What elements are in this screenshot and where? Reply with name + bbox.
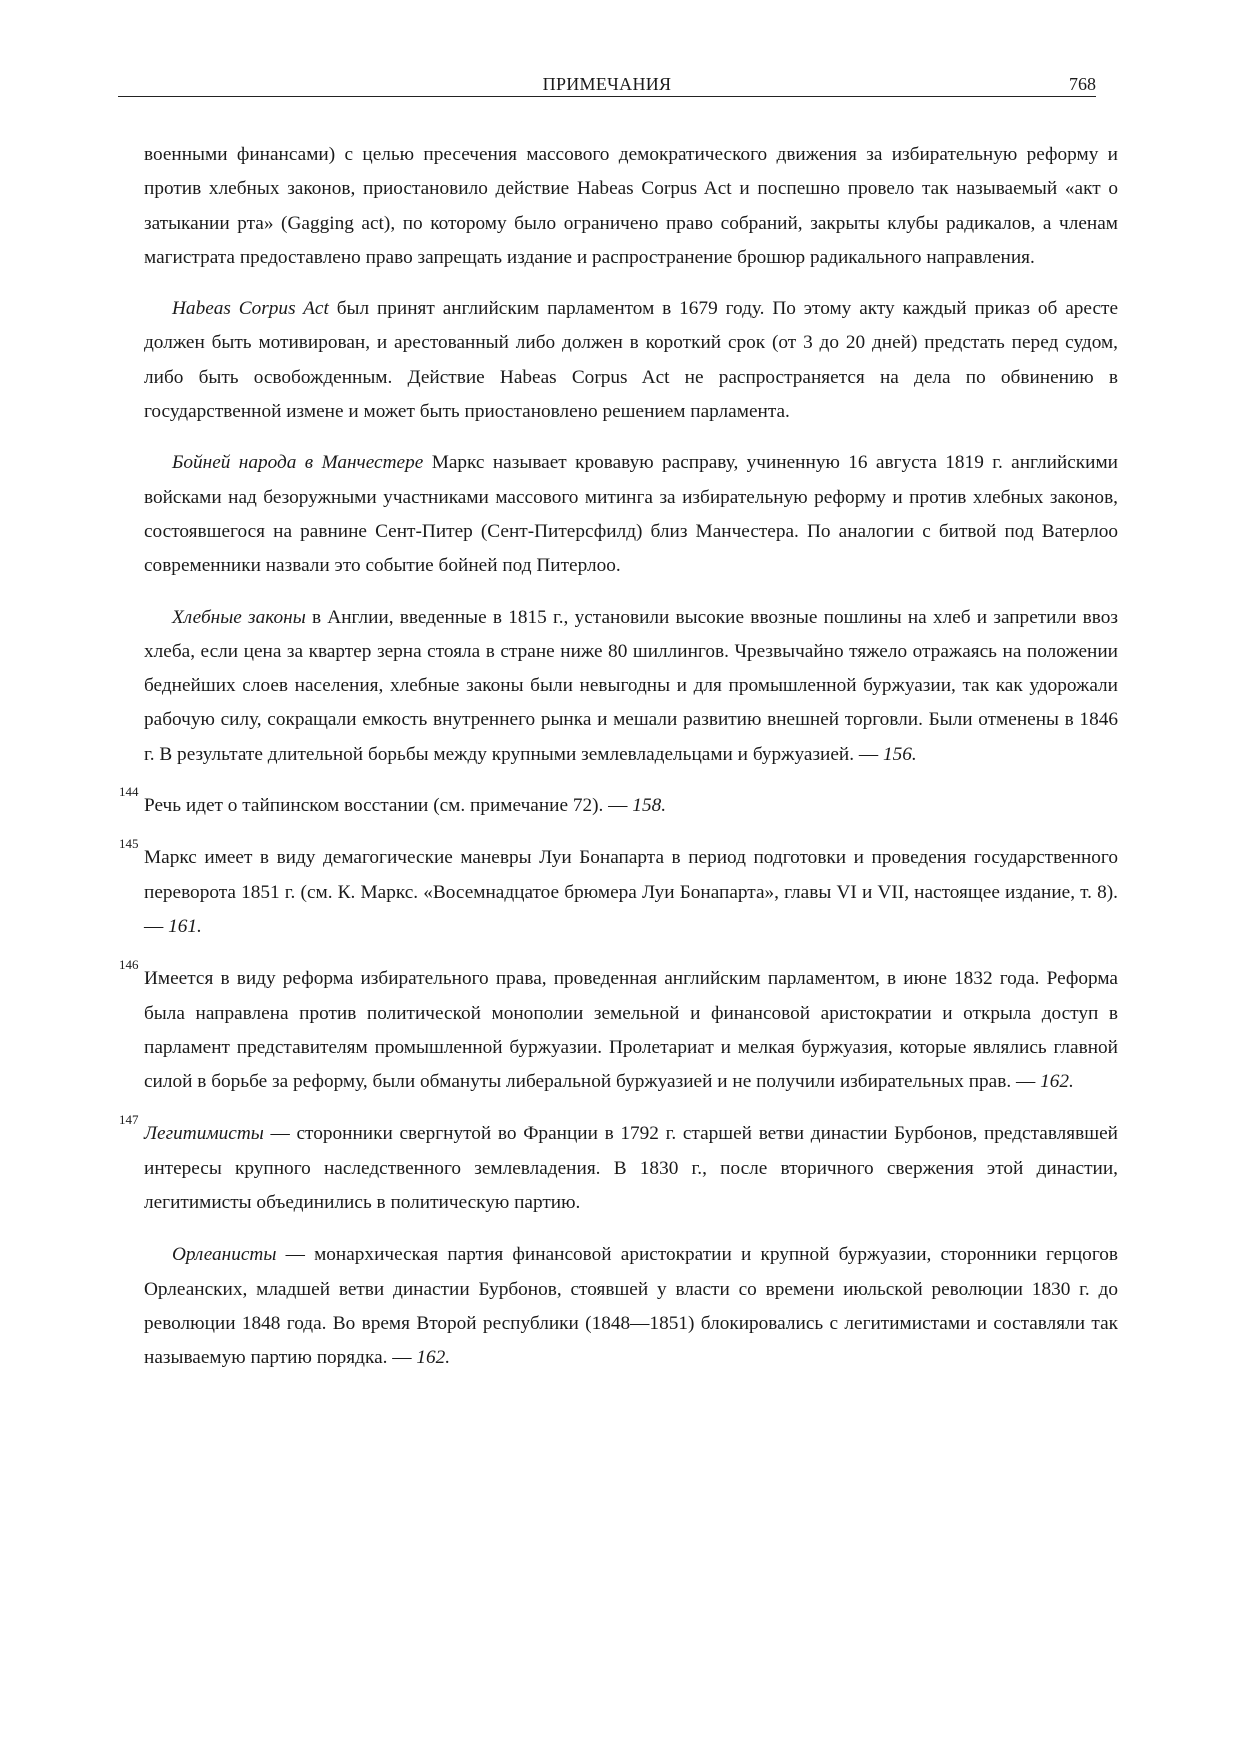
notes-body	[119, 138, 1118, 1393]
italic-text: Habeas Corpus Act	[172, 298, 329, 320]
text-run: Имеется в виду реформа избирательного права, проведенная английским парламентом, в июне 1832 года. Реформа была направлена против политической монополии земельной и финансовой аристократии и открыла доступ в парламент представителям промышленной буржуазии. Пролетариат и мелкая буржуазия, которые являлись главной силой в борьбе за реформу, были обмануты либеральной буржуазией и не получили избирательных прав. —	[144, 968, 1118, 1093]
footnote-number: 144	[119, 784, 139, 800]
italic-text: 158.	[632, 795, 667, 817]
italic-text: Хлебные законы	[172, 606, 306, 628]
text-run: Маркс называет кровавую расправу, учиненную 16 августа 1819 г. английскими войсками над безоружными участниками массового митинга за избирательную реформу и против хлебных законов, состоявшегося на равнине Сент-Питер (Сент-Питерсфилд) близ Манчестера. По аналогии с битвой под Ватерлоо современники назвали это событие бойней под Питерлоо.	[144, 452, 1118, 577]
running-title: ПРИМЕЧАНИЯ	[542, 74, 672, 94]
italic-text: 162.	[416, 1347, 451, 1369]
text-run: был принят английским парламентом в 1679 году. По этому акту каждый приказ об аресте должен быть мотивирован, и арестованный либо должен в короткий срок (от 3 до 20 дней) предстать перед судом, либо быть освобожденным. Действие Habeas Corpus Act не распространяется на дела по обвинению в государственной измене и может быть приостановлено решением парламента.	[144, 298, 1118, 423]
italic-text: Бойней народа в Манчестере	[172, 452, 424, 474]
running-header	[118, 74, 1096, 97]
text-run: — сторонники свергнутой во Франции в 1792 г. старшей ветви династии Бурбонов, представлявшей интересы крупного наследственного землевладения. В 1830 г., после вторичного свержения этой династии, легитимисты объединились в политическую партию.	[144, 1123, 1118, 1214]
footnote-145	[119, 836, 1118, 944]
footnote-146	[119, 957, 1118, 1099]
paragraph	[144, 601, 1118, 772]
text-run: Речь идет о тайпинском восстании (см. примечание 72). —	[144, 795, 633, 817]
paragraph	[144, 446, 1118, 583]
italic-text: Легитимисты	[144, 1123, 264, 1145]
italic-text: 161.	[168, 915, 202, 937]
paragraph	[144, 292, 1118, 429]
text-run: в Англии, введенные в 1815 г., установили высокие ввозные пошлины на хлеб и запретили ввоз хлеба, если цена за квартер зерна стояла в стране ниже 80 шиллингов. Чрезвычайно тяжело отражаясь на положении беднейших слоев населения, хлебные законы были невыгодны и для промышленной буржуазии, так как удорожали рабочую силу, сокращали емкость внутреннего рынка и мешали развитию внешней торговли. Были отменены в 1846 г. В результате длительной борьбы между крупными землевладельцами и буржуазией. —	[144, 606, 1118, 765]
page-number: 768	[1069, 74, 1096, 94]
text-run: военными финансами) с целью пресечения массового демократического движения за избирательную реформу и против хлебных законов, приостановило действие Habeas Corpus Act и поспешно провело так называемый «акт о затыкании рта» (Gagging act), по которому было ограничено право собраний, закрыты клубы радикалов, а членам магистрата предоставлено право запрещать издание и распространение брошюр радикального направления.	[144, 144, 1118, 268]
footnote-number: 146	[119, 957, 139, 973]
italic-text: Орлеанисты	[172, 1244, 277, 1266]
text-run: Маркс имеет в виду демагогические маневры Луи Бонапарта в период подготовки и проведения государственного переворота 1851 г. (см. К. Маркс. «Восемнадцатое брюмера Луи Бонапарта», главы VI и VII, настоящее издание, т. 8). —	[144, 847, 1118, 937]
footnote-number: 145	[119, 836, 139, 852]
footnote-number: 147	[119, 1112, 139, 1128]
text-run: — монархическая партия финансовой аристократии и крупной буржуазии, сторонники герцогов Орлеанских, младшей ветви династии Бурбонов, стоявшей у власти со времени июльской революции 1830 г. до революции 1848 года. Во время Второй республики (1848—1851) блокировались с легитимистами и составляли так называемую партию порядка. —	[144, 1244, 1118, 1369]
paragraph	[144, 138, 1118, 275]
footnote-144	[119, 784, 1118, 823]
italic-text: 156.	[883, 743, 917, 765]
paragraph	[144, 1238, 1118, 1375]
italic-text: 162.	[1040, 1071, 1074, 1093]
footnote-147	[119, 1112, 1118, 1220]
